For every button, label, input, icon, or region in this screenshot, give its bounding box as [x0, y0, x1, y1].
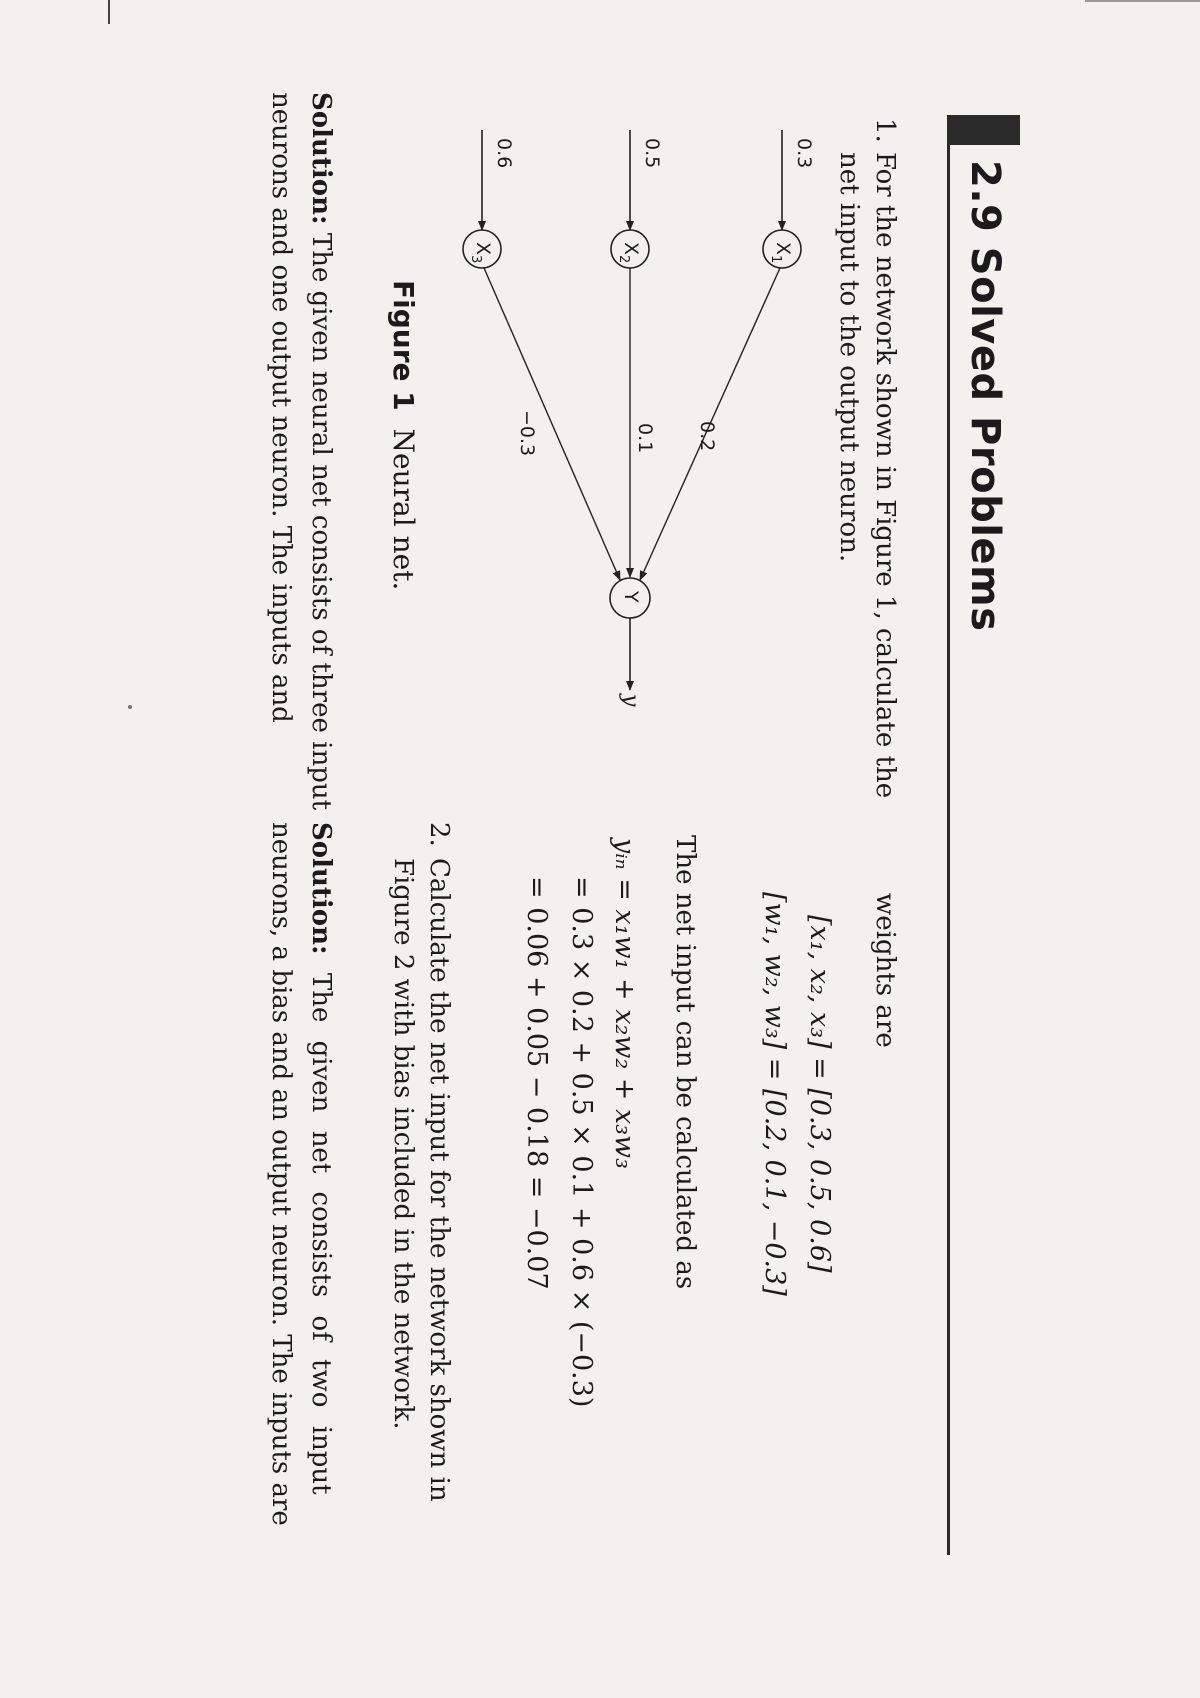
weight-connection-3 — [484, 268, 620, 580]
equation-net-input: yᵢₙ = x₁w₁ + x₂w₂ + x₃w₃ — [609, 838, 640, 1169]
figure-caption — [387, 280, 420, 590]
node-label-x3 — [468, 242, 494, 263]
solution2-text-line1: The given net consists of two input — [306, 972, 336, 1495]
problem2-number: 2. — [424, 822, 454, 847]
net-input-intro: The net input can be calculated as — [670, 835, 700, 1290]
solution1-label: Solution: — [306, 92, 336, 225]
equation-w-vector: [w₁, w₂, w₃] = [0.2, 0.1, −0.3] — [759, 892, 790, 1296]
section-title: 2.9 Solved Problems — [962, 160, 1008, 632]
solution2-line1 — [302, 822, 340, 1495]
solution1-text-line1: The given neural net consists of three input — [306, 232, 336, 811]
solution1-text-line2: neurons and one output neuron. The inputs and — [266, 92, 296, 723]
section-rule — [947, 115, 950, 1555]
solution2-text-line2: neurons, a bias and an output neuron. The inputs are — [266, 822, 296, 1526]
weight-label-2: 0.1 — [634, 423, 656, 454]
equation-result: = 0.06 + 0.05 − 0.18 = −0.07 — [521, 876, 552, 1290]
neural-net-diagram — [380, 100, 820, 800]
node-subscript: 2 — [616, 255, 632, 264]
node-letter: X — [472, 242, 494, 256]
node-label-x1 — [768, 242, 794, 263]
equation-substitution: = 0.3 × 0.2 + 0.5 × 0.1 + 0.6 × (−0.3) — [566, 876, 597, 1408]
node-letter: X — [772, 242, 794, 256]
problem1-number: 1. — [870, 118, 900, 143]
problem1-weights-are: weights are — [870, 893, 900, 1048]
section-marker-bar — [950, 115, 1020, 145]
input-value-x2: 0.5 — [641, 138, 663, 169]
problem2-text-line1: Calculate the net input for the network shown in — [424, 858, 454, 1502]
solution2-label: Solution: — [306, 822, 336, 955]
problem2-text-line2: Figure 2 with bias included in the network. — [388, 858, 418, 1430]
weight-label-1: 0.2 — [696, 421, 718, 452]
node-letter: X — [620, 242, 642, 256]
input-value-x3: 0.6 — [493, 138, 515, 169]
input-value-x1: 0.3 — [793, 138, 815, 169]
scan-edge-mark — [108, 0, 110, 24]
problem1-text-line1: For the network shown in Figure 1, calculate the — [870, 152, 900, 799]
problem1-text-line2: net input to the output neuron. — [834, 152, 864, 563]
figure-caption-label: Figure 1 — [387, 280, 420, 411]
figure-caption-text: Neural net. — [387, 428, 420, 591]
weight-label-3: −0.3 — [516, 410, 538, 457]
solution1-line1 — [302, 92, 340, 810]
node-subscript: 1 — [768, 255, 784, 264]
output-node-label: Y — [620, 591, 642, 603]
node-subscript: 3 — [468, 255, 484, 264]
equation-x-vector: [x₁, x₂, x₃] = [0.3, 0.5, 0.6] — [804, 915, 835, 1273]
node-label-x2 — [616, 242, 642, 263]
output-label: y — [618, 694, 643, 707]
